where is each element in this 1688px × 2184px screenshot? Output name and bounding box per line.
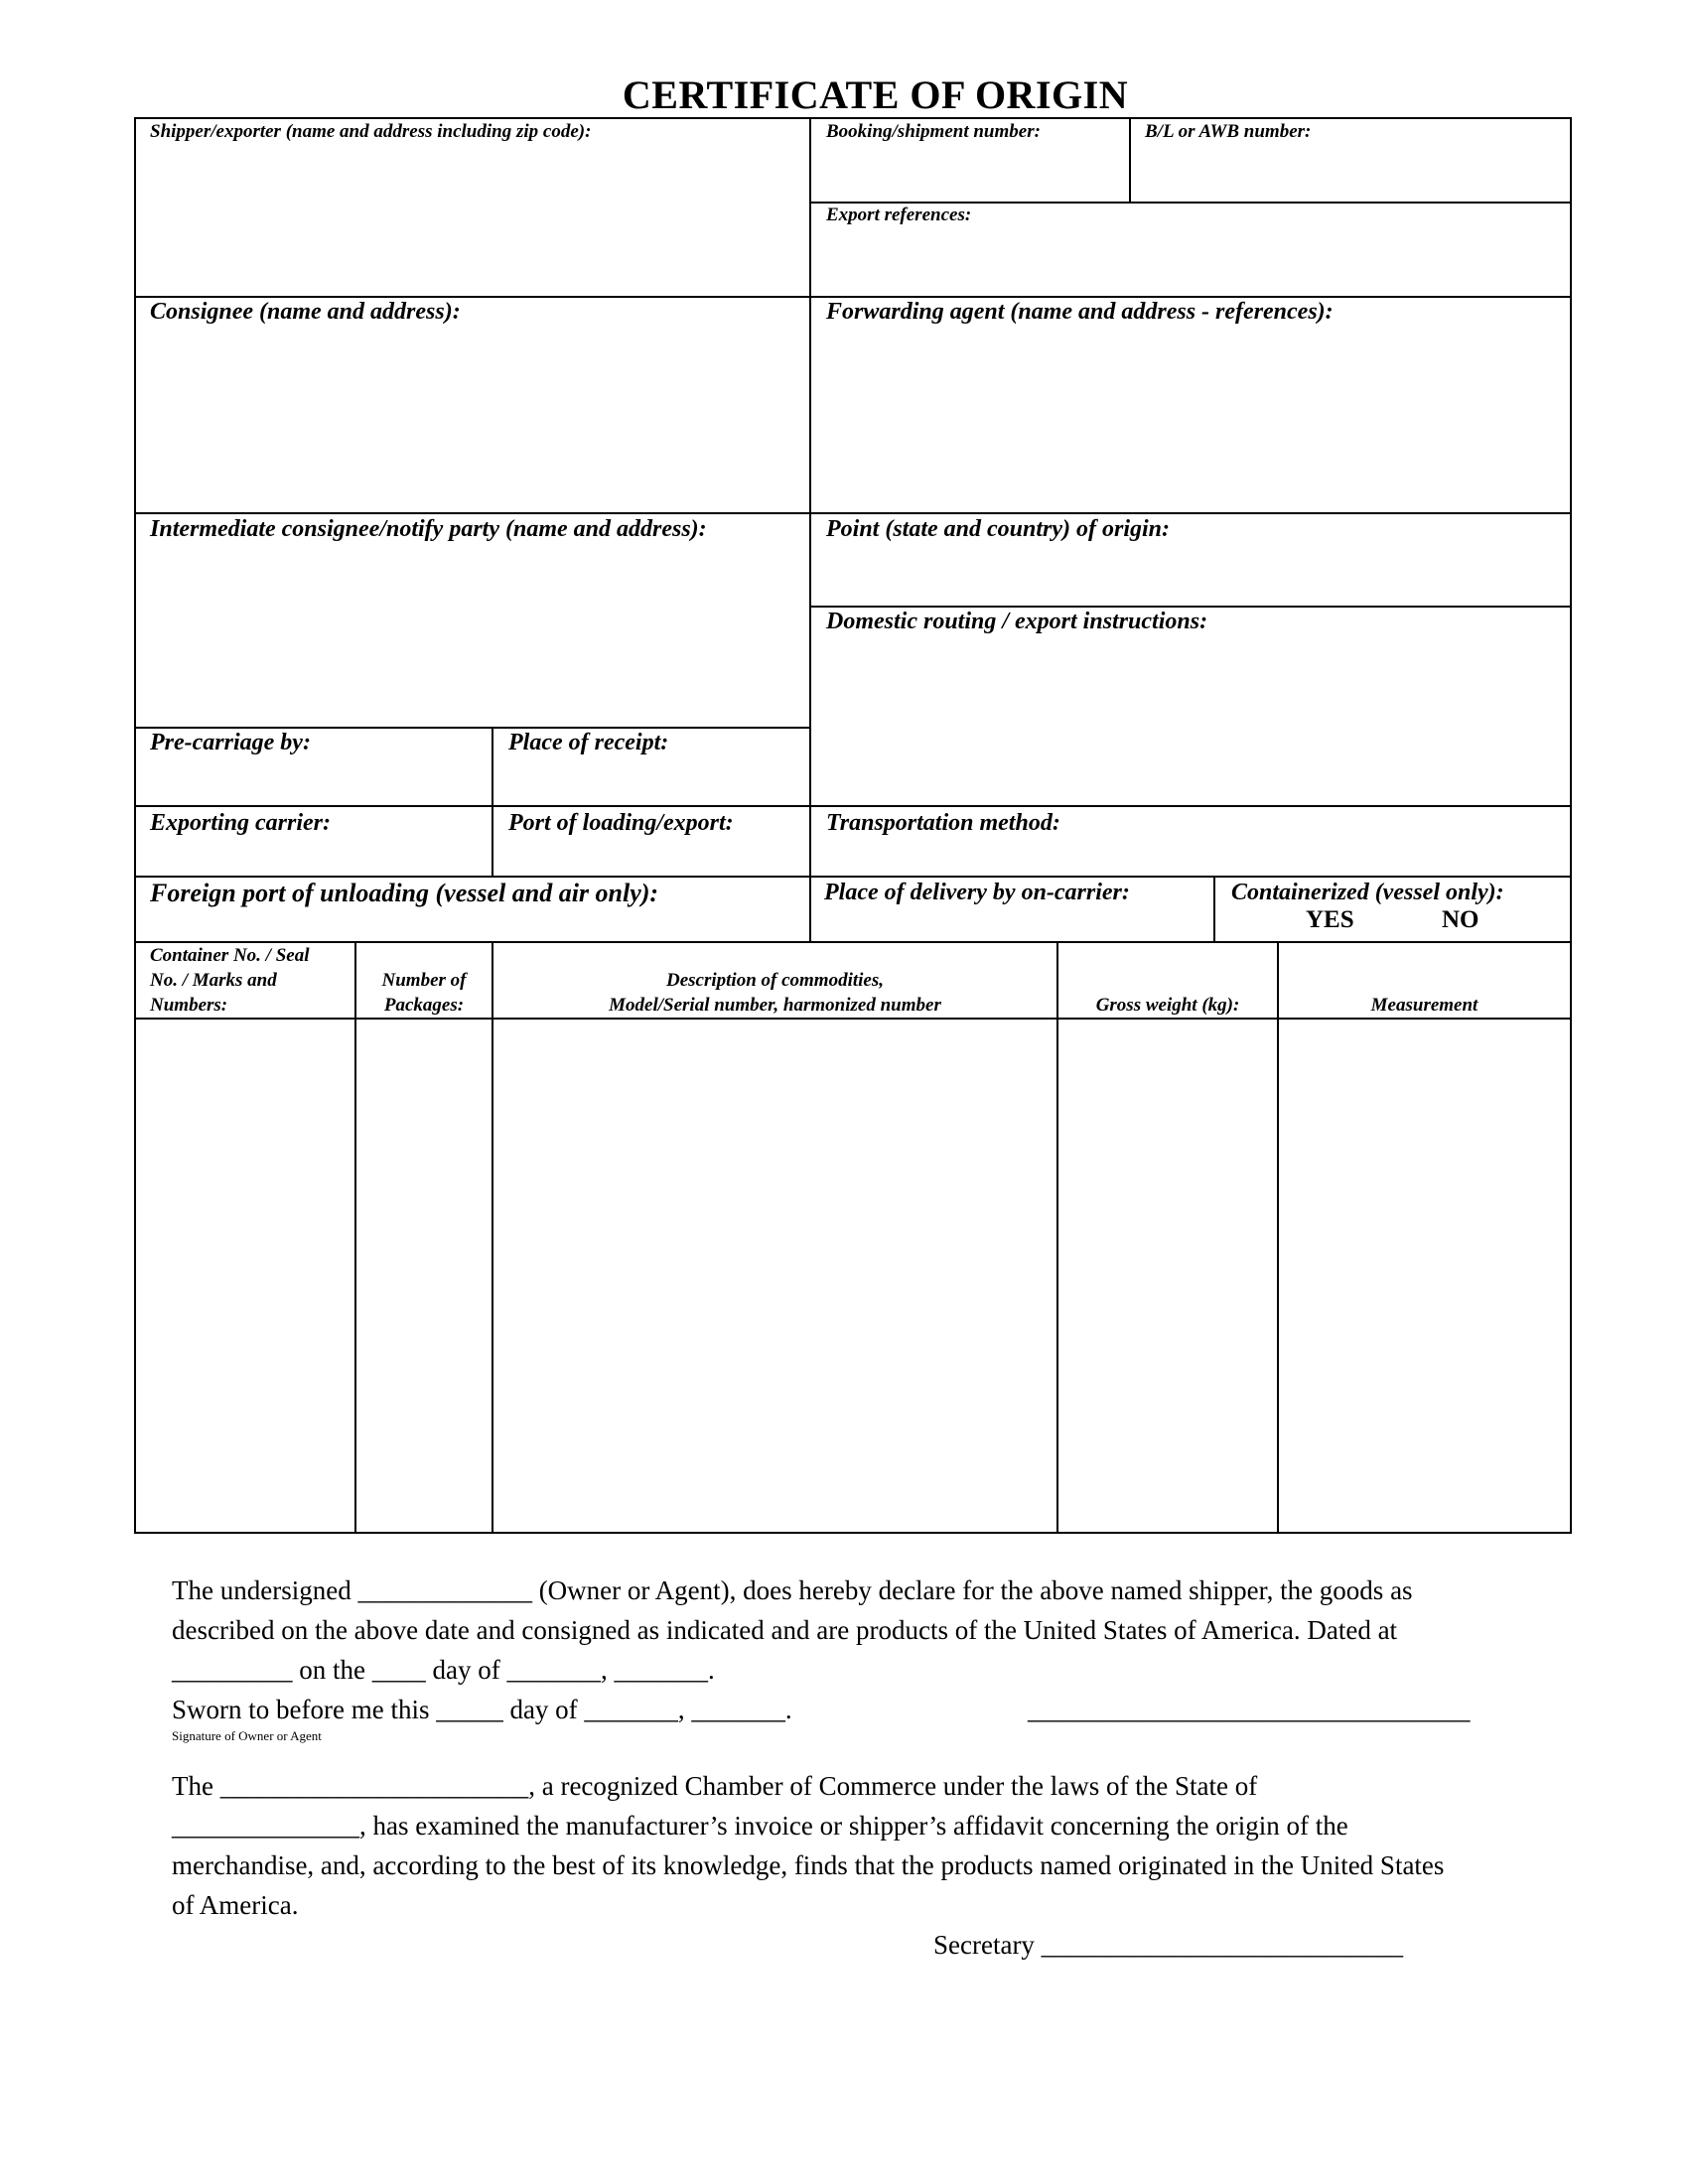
chamber-paragraph: The _______________________, a recognized Chamber of Commerce under the laws of the State of ______________, has examined the manufacturer’s invoice or shipper’s affidavit concerning the origin of the merchandise, and, according to the best of its knowledge, finds that the products named originated in the United States of America. <box>172 1771 1445 1920</box>
place-of-delivery-label: Place of delivery by on-carrier: <box>824 880 1130 905</box>
foreign-port-label: Foreign port of unloading (vessel and air only): <box>150 879 659 907</box>
bl-awb-label: B/L or AWB number: <box>1145 121 1312 142</box>
point-of-origin-label: Point (state and country) of origin: <box>826 516 1171 542</box>
gross-weight-header: Gross weight (kg): <box>1095 995 1240 1016</box>
document-title: CERTIFICATE OF ORIGIN <box>622 72 1129 117</box>
signature-line: _________________________________ <box>1028 1695 1471 1724</box>
signature-caption: Signature of Owner or Agent <box>172 1728 322 1743</box>
exporting-carrier-label: Exporting carrier: <box>150 810 332 836</box>
measurement-header: Measurement <box>1370 995 1478 1016</box>
declaration-paragraph: The undersigned _____________ (Owner or Agent), does hereby declare for the above named shipper, the goods as described on the above date and consigned as indicated and are products of the United States of America. Dated at _________ on the ____ day of _______, _______. Sworn to before me this _____ day of _______, _______. _________________________________ <box>172 1570 1522 1729</box>
intermediate-consignee-label: Intermediate consignee/notify party (name and address): <box>150 516 707 542</box>
description-header: Description of commodities, Model/Serial number, harmonized number <box>609 970 941 1016</box>
place-of-receipt-label: Place of receipt: <box>508 730 669 755</box>
pre-carriage-label: Pre-carriage by: <box>150 730 311 755</box>
sworn-line: Sworn to before me this _____ day of _______, _______. <box>172 1695 792 1724</box>
packages-header: Number of Packages: <box>381 970 467 1016</box>
transportation-method-label: Transportation method: <box>826 810 1060 836</box>
containerized-no-option[interactable]: NO <box>1442 906 1479 933</box>
consignee-label: Consignee (name and address): <box>150 299 461 325</box>
container-no-header: Container No. / Seal No. / Marks and Numbers: <box>150 945 310 1016</box>
containerized-yes-option[interactable]: YES <box>1306 906 1354 933</box>
booking-number-label: Booking/shipment number: <box>826 121 1041 142</box>
export-references-label: Export references: <box>826 205 972 225</box>
containerized-label: Containerized (vessel only): <box>1231 880 1504 905</box>
secretary-signature-line: Secretary ___________________________ <box>933 1930 1404 1960</box>
forwarding-agent-label: Forwarding agent (name and address - references): <box>826 299 1334 325</box>
port-of-loading-label: Port of loading/export: <box>508 810 734 836</box>
domestic-routing-label: Domestic routing / export instructions: <box>826 609 1208 634</box>
shipper-label: Shipper/exporter (name and address including zip code): <box>150 121 592 142</box>
